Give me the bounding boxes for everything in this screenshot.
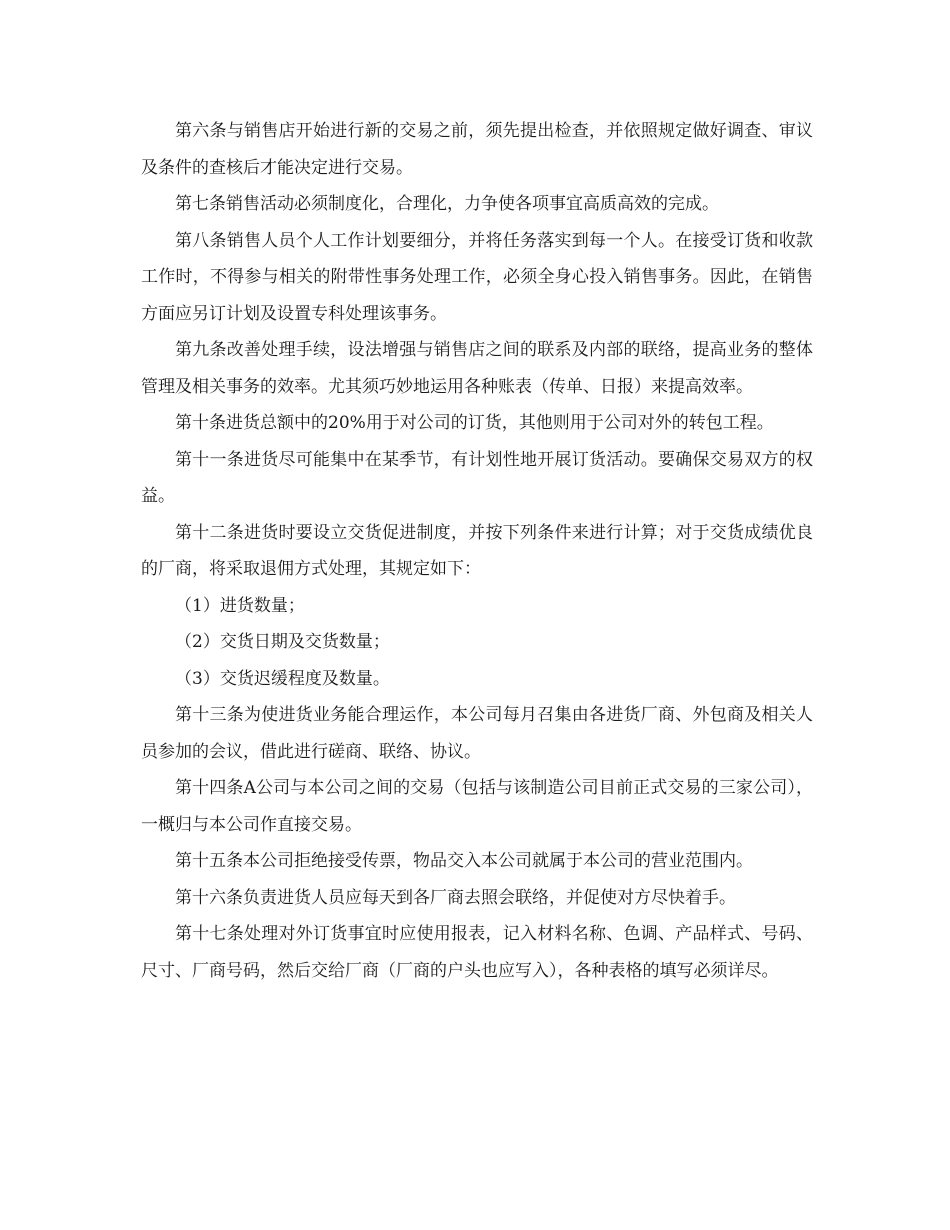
article-10-paragraph: 第十条进货总额中的20%用于对公司的订货，其他则用于公司对外的转包工程。 [175,413,774,433]
article-12-list-item-2: （2）交货日期及交货数量； [175,632,390,652]
article-8-paragraph: 第八条销售人员个人工作计划要细分，并将任务落实到每一个人。在接受订货和收款工作时，不得参与相关的附带性事务处理工作，必须全身心投入销售事务。因此，在销售方面应另订计划及设置专科处理该事务。 [141,230,813,324]
article-11-paragraph: 第十一条进货尽可能集中在某季节，有计划性地开展订货活动。要确保交易双方的权益。 [141,449,813,506]
article-9-paragraph: 第九条改善处理手续，设法增强与销售店之间的联系及内部的联络，提高业务的整体管理及相关事务的效率。尤其须巧妙地运用各种账表（传单、日报）来提高效率。 [141,340,813,397]
article-6-paragraph: 第六条与销售店开始进行新的交易之前，须先提出检查，并依照规定做好调查、审议及条件的查核后才能决定进行交易。 [141,121,813,178]
article-12-list-item-3: （3）交货迟缓程度及数量。 [175,668,390,689]
article-15-paragraph: 第十五条本公司拒绝接受传票，物品交入本公司就属于本公司的营业范围内。 [175,851,753,871]
article-16-paragraph: 第十六条负责进货人员应每天到各厂商去照会联络，并促使对方尽快着手。 [175,887,736,908]
article-13-paragraph: 第十三条为使进货业务能合理运作，本公司每月召集由各进货厂商、外包商及相关人员参加的会议，借此进行磋商、联络、协议。 [141,705,813,762]
article-12-list-item-1: （1）进货数量； [175,595,305,616]
article-12-paragraph: 第十二条进货时要设立交货促进制度，并按下列条件来进行计算；对于交货成绩优良的厂商，将采取退佣方式处理，其规定如下： [141,522,813,579]
article-7-paragraph: 第七条销售活动必须制度化，合理化，力争使各项事宜高质高效的完成。 [175,194,719,214]
document-body [141,113,813,989]
article-14-paragraph: 第十四条A公司与本公司之间的交易（包括与该制造公司目前正式交易的三家公司），一概归与本公司作直接交易。 [141,778,813,835]
article-17-paragraph: 第十七条处理对外订货事宜时应使用报表，记入材料名称、色调、产品样式、号码、尺寸、厂商号码，然后交给厂商（厂商的户头也应写入），各种表格的填写必须详尽。 [141,924,813,981]
